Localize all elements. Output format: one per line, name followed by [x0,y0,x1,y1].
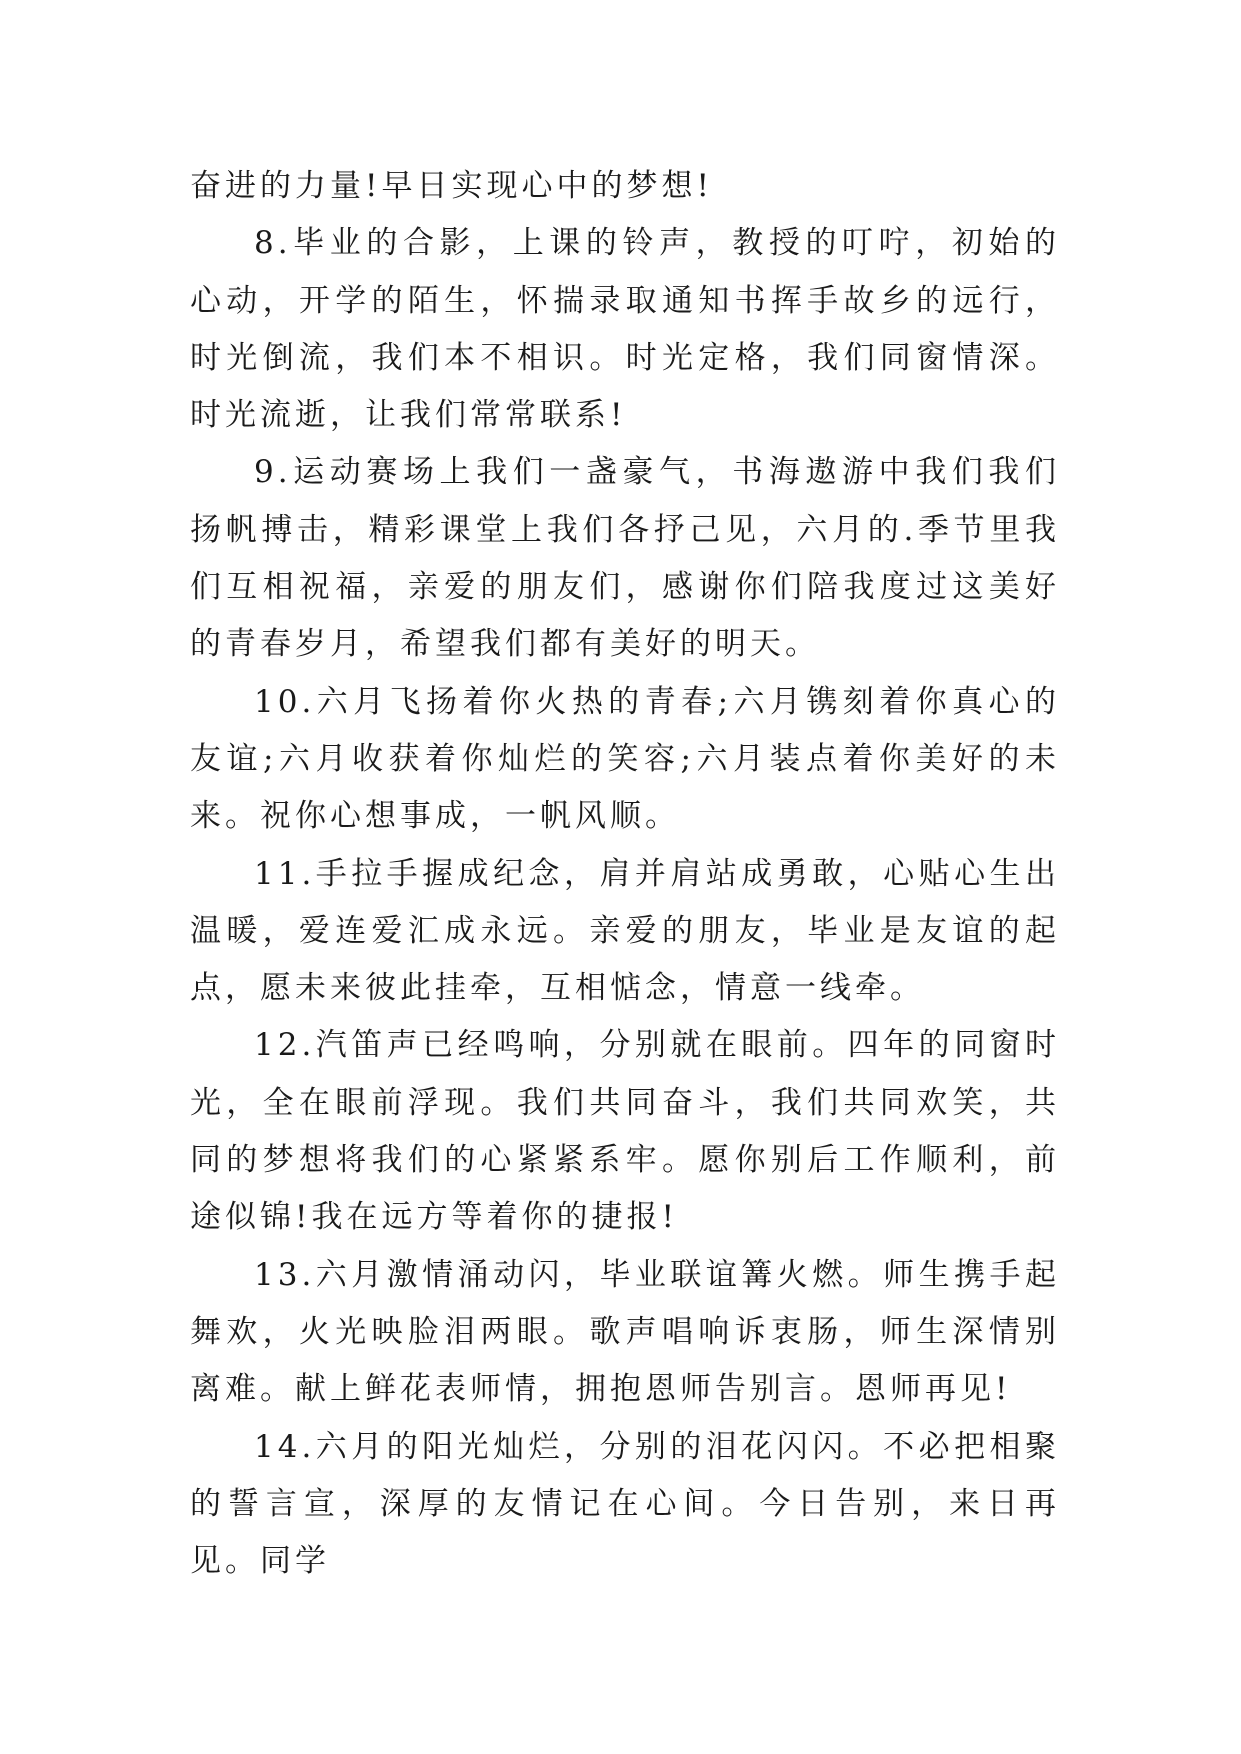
paragraph-13: 13.六月激情涌动闪，毕业联谊篝火燃。师生携手起舞欢，火光映脸泪两眼。歌声唱响诉衷肠，师生深情别离难。献上鲜花表师情，拥抱恩师告别言。恩师再见! [190,1256,1060,1408]
document-body [190,158,1060,1590]
paragraph-continued: 奋进的力量!早日实现心中的梦想! [190,168,713,204]
paragraph-8: 8.毕业的合影，上课的铃声，教授的叮咛，初始的心动，开学的陌生，怀揣录取通知书挥手故乡的远行，时光倒流，我们本不相识。时光定格，我们同窗情深。时光流逝，让我们常常联系! [190,225,1060,434]
paragraph-10: 10.六月飞扬着你火热的青春;六月镌刻着你真心的友谊;六月收获着你灿烂的笑容;六月装点着你美好的未来。祝你心想事成，一帆风顺。 [190,683,1060,835]
paragraph-11: 11.手拉手握成纪念，肩并肩站成勇敢，心贴心生出温暖，爱连爱汇成永远。亲爱的朋友，毕业是友谊的起点，愿未来彼此挂牵，互相惦念，情意一线牵。 [190,855,1060,1007]
paragraph-14: 14.六月的阳光灿烂，分别的泪花闪闪。不必把相聚的誓言宣，深厚的友情记在心间。今日告别，来日再见。同学 [190,1428,1060,1580]
paragraph-12: 12.汽笛声已经鸣响，分别就在眼前。四年的同窗时光，全在眼前浮现。我们共同奋斗，我们共同欢笑，共同的梦想将我们的心紧紧系牢。愿你别后工作顺利，前途似锦!我在远方等着你的捷报! [190,1027,1060,1236]
paragraph-9: 9.运动赛场上我们一盏豪气，书海遨游中我们我们扬帆搏击，精彩课堂上我们各抒己见，六月的.季节里我们互相祝福，亲爱的朋友们，感谢你们陪我度过这美好的青春岁月，希望我们都有美好的明天。 [190,454,1060,663]
